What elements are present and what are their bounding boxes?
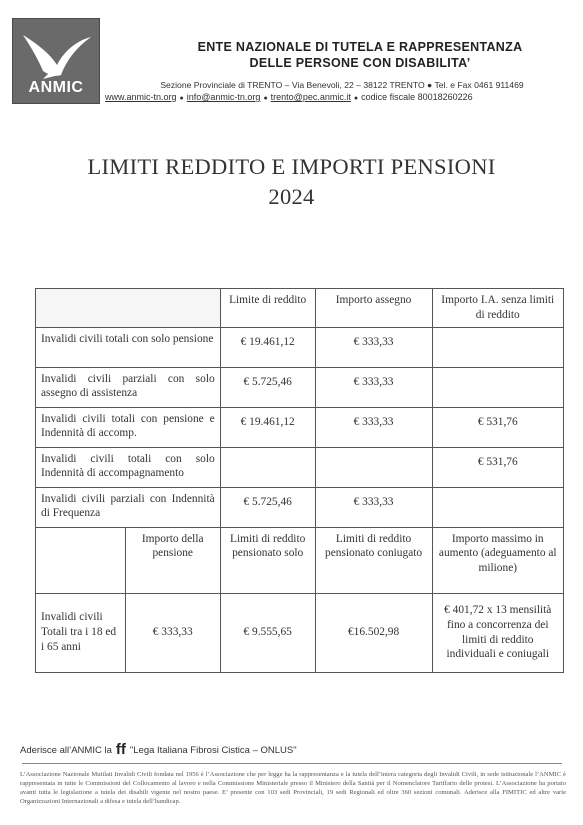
table-header-cell: Importo assegno [315,289,432,328]
table-row [36,327,564,367]
table-header-cell: Importo della pensione [125,527,220,593]
table-row [36,593,564,672]
bullet-separator: ● [263,95,268,102]
adherence-name: "Lega Italiana Fibrosi Cistica – ONLUS" [129,745,297,756]
website-link[interactable]: www.anmic-tn.org [105,92,177,102]
page-title-year: 2024 [268,184,315,209]
table-cell: € 9.555,65 [220,593,315,672]
table-header-cell [36,289,221,328]
row-label: Invalidi civili parziali con Indennità di Frequenza [36,487,221,527]
table-header-cell: Importo massimo in aumento (adeguamento al milione) [432,527,564,593]
logo-text: ANMIC [28,79,84,96]
table-header-cell: Limite di reddito [220,289,315,328]
table-cell: € 531,76 [432,407,564,447]
page-title: LIMITI REDDITO E IMPORTI PENSIONI [87,154,496,179]
table-cell: € 5.725,46 [220,367,315,407]
org-name-line1: ENTE NAZIONALE DI TUTELA E RAPPRESENTANZA [197,40,523,54]
table-header-cell [36,527,126,593]
table-cell: € 333,33 [125,593,220,672]
table-cell: € 401,72 x 13 mensilità fino a concorrenza dei limiti di reddito individuali e coniugali [432,593,564,672]
address-line: Sezione Provinciale di TRENTO – Via Benevoli, 22 – 38122 TRENTO ● Tel. e Fax 0461 911469 [160,80,524,90]
table-header-cell: Importo I.A. senza limiti di reddito [432,289,564,328]
table-cell [220,447,315,487]
contacts-line [105,92,473,102]
bullet-separator: ● [179,95,184,102]
table-row [36,407,564,447]
table-cell: € 5.725,46 [220,487,315,527]
table-cell: € 333,33 [315,327,432,367]
table-header-cell: Limiti di reddito pensionato coniugato [315,527,432,593]
row-label: Invalidi civili Totali tra i 18 ed i 65 anni [36,593,126,672]
table-row [36,447,564,487]
table-cell: € 333,33 [315,407,432,447]
footer-divider [22,763,562,764]
table-cell [432,367,564,407]
lifc-logo: ff [115,741,126,758]
table-row [36,367,564,407]
table-cell [315,447,432,487]
table-header-cell: Limiti di reddito pensionato solo [220,527,315,593]
row-label: Invalidi civili totali con solo Indennità di accompagnamento [36,447,221,487]
org-name-line2: DELLE PERSONE CON DISABILITA’ [249,56,471,70]
table-cell [432,487,564,527]
table-cell: € 531,76 [432,447,564,487]
table-cell: €16.502,98 [315,593,432,672]
adherence-prefix: Aderisce all’ANMIC la [20,745,112,756]
table-cell [432,327,564,367]
bullet-separator: ● [353,95,359,102]
adherence-note [20,740,297,757]
table-row [36,487,564,527]
table-cell: € 19.461,12 [220,407,315,447]
anmic-logo [12,18,100,104]
row-label: Invalidi civili totali con pensione e Indennità di accomp. [36,407,221,447]
email-link[interactable]: info@anmic-tn.org [186,92,261,102]
pec-link[interactable]: trento@pec.anmic.it [270,92,351,102]
table-cell: € 19.461,12 [220,327,315,367]
table-cell: € 333,33 [315,487,432,527]
table-cell: € 333,33 [315,367,432,407]
table-header-row [36,527,564,593]
pension-table [35,288,564,673]
footer-text: L’Associazione Nazionale Mutilati Invalidi Civili fondata nel 1956 è l’Associazione che per legge ha la rappresentanza e la tutela dell’intera categoria degli Invalidi Civili, in sede istituzionale l’ANMIC è rappresentata in tutte le Commissioni del Collocamento al lavoro e nella Commissione Ministeriale presso il Ministero della Sanità per il Nomenclatore Tariffario delle protesi. L’Associazione ha portato avanti tutta le legislazione a tutela dei disabili vigente nel nostro paese. E’ presente con 103 sedi Provinciali, 19 sedi Regionali ed oltre 360 sezioni comunali. Aderisce alla FIMITIC ed altre varie Organizzazioni Internazionali a difesa e tutela dell’handicap. [20,771,566,806]
table-header-row [36,289,564,328]
row-label: Invalidi civili totali con solo pensione [36,327,221,367]
fiscal-code: codice fiscale 80018260226 [361,92,473,102]
row-label: Invalidi civili parziali con solo assegno di assistenza [36,367,221,407]
